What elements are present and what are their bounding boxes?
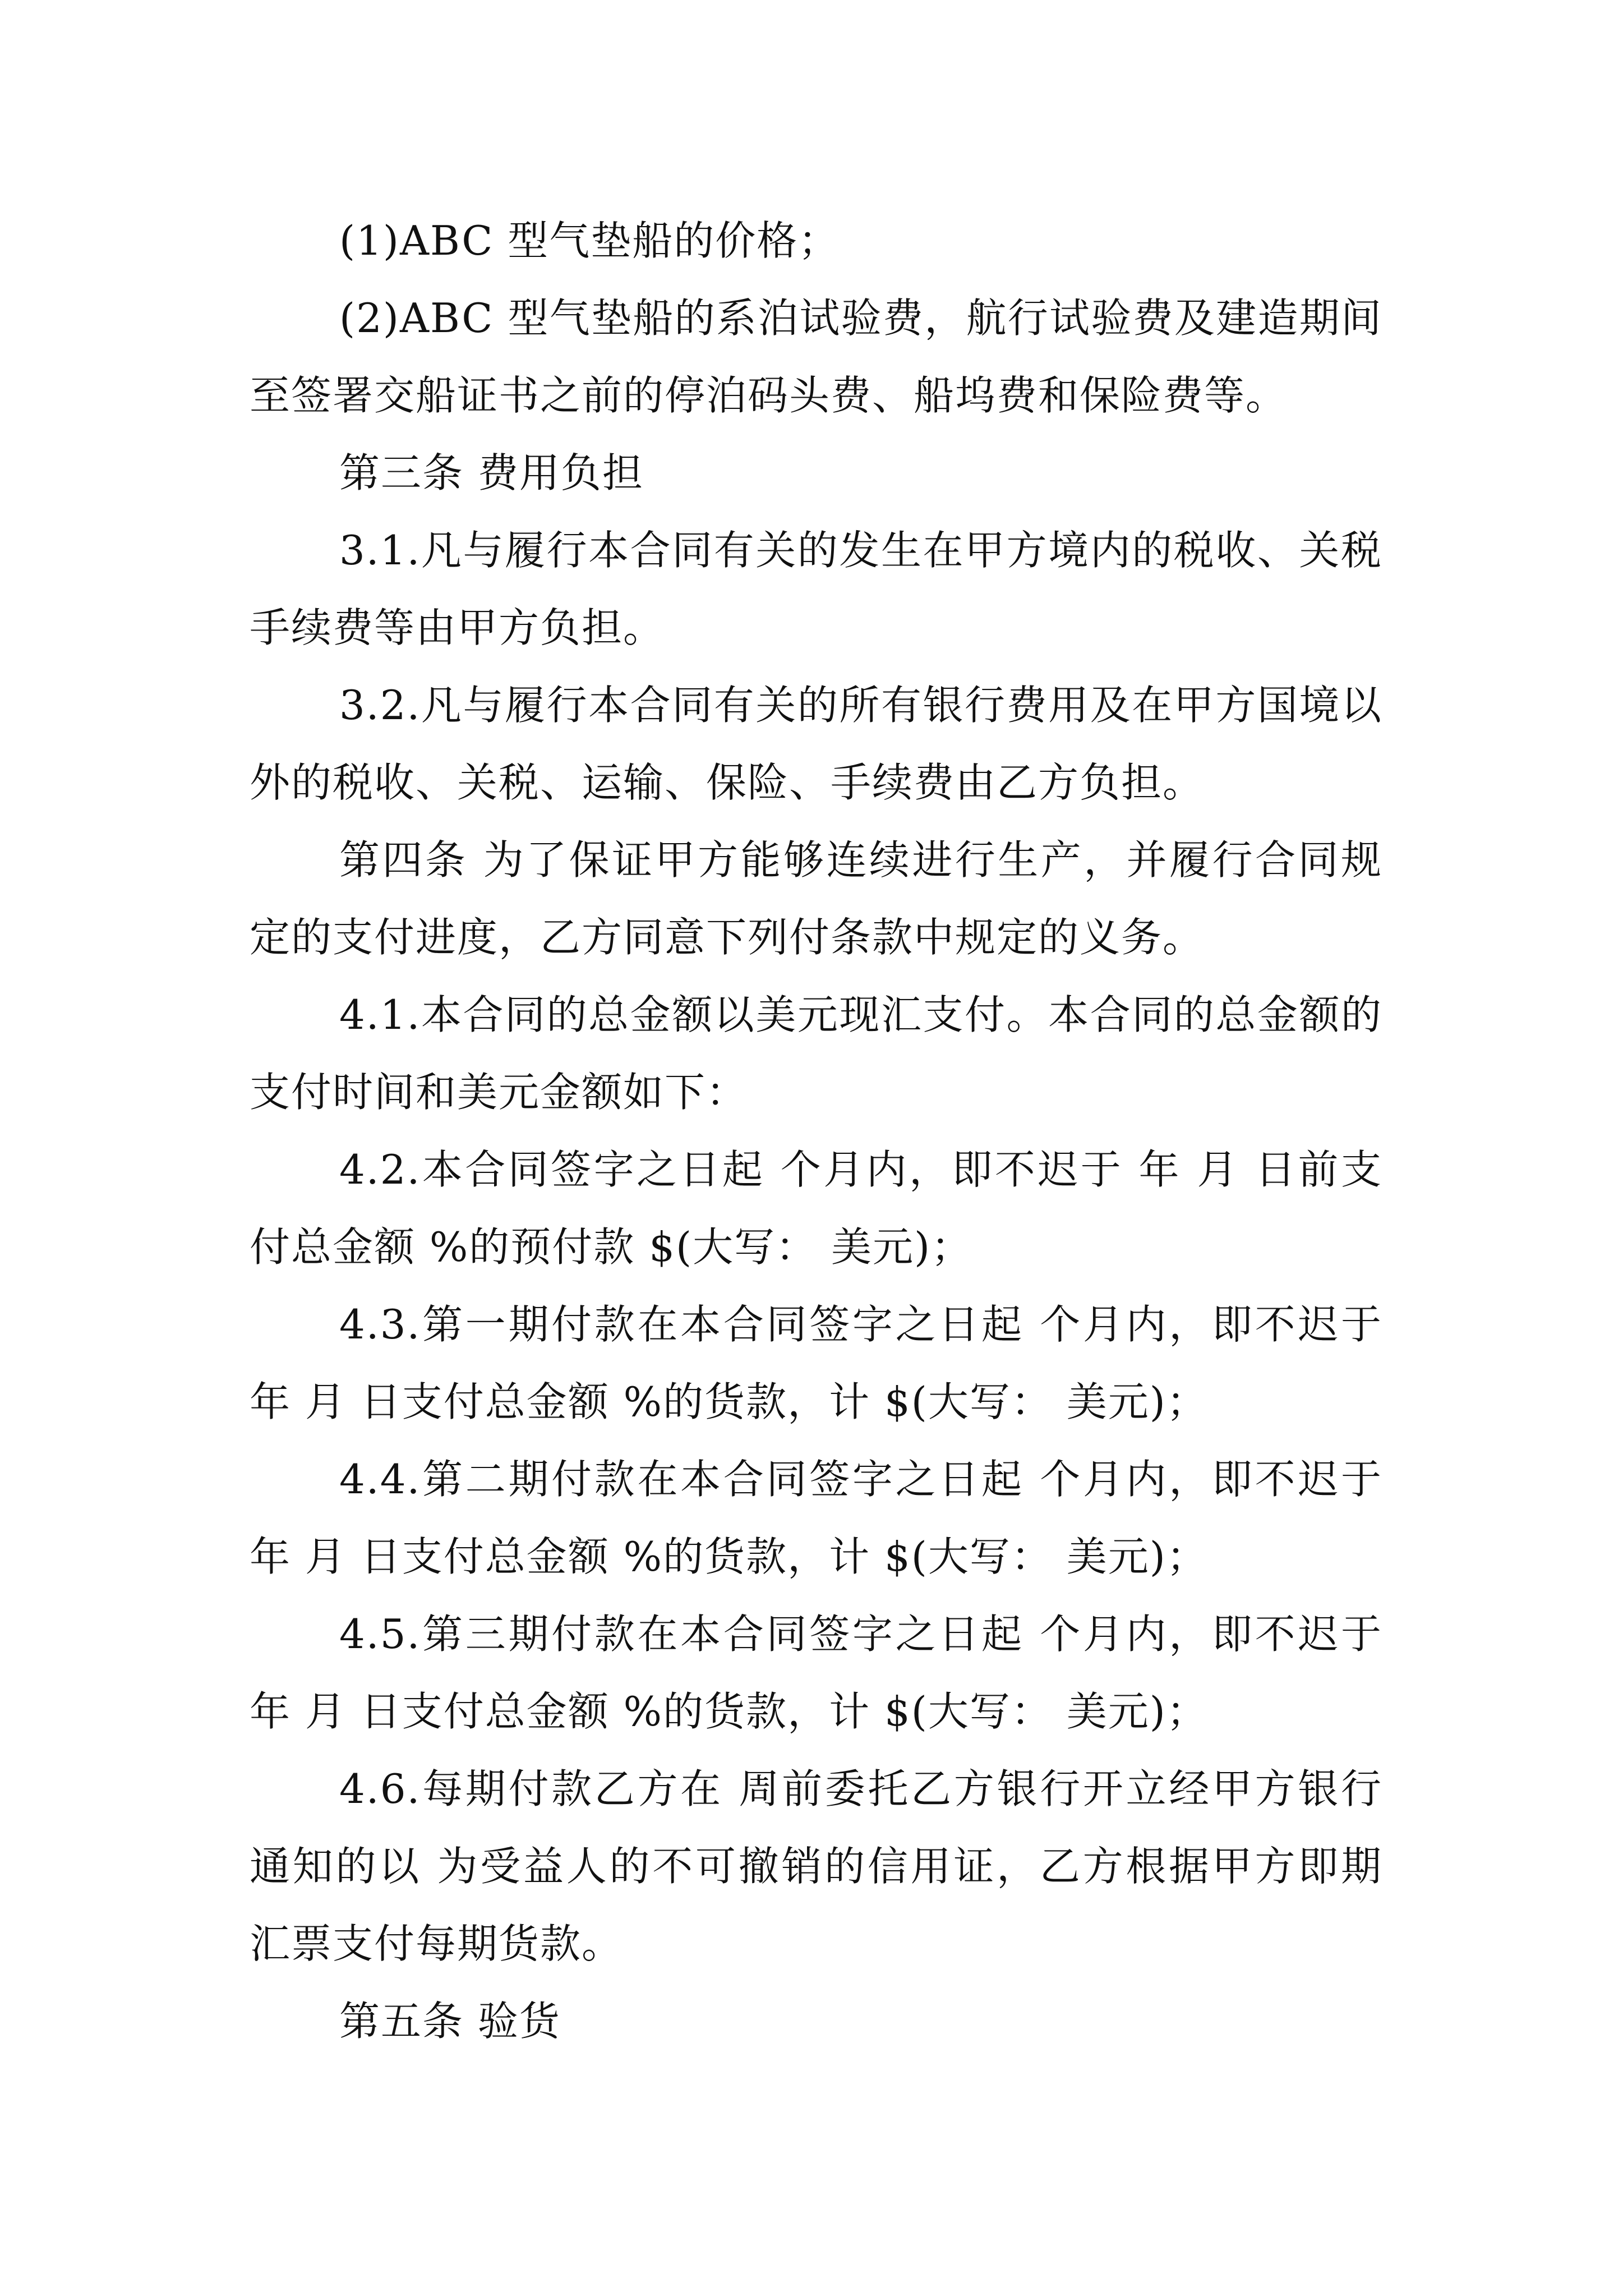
clause-4-6: 4.6.每期付款乙方在 周前委托乙方银行开立经甲方银行通知的以 为受益人的不可撤销的信用证，乙方根据甲方即期汇票支付每期货款。 bbox=[250, 1765, 1382, 1967]
article-5-heading: 第五条 验货 bbox=[339, 1998, 561, 2045]
clause-3-2: 3.2.凡与履行本合同有关的所有银行费用及在甲方国境以外的税收、关税、运输、保险、手续费由乙方负担。 bbox=[250, 682, 1382, 806]
article-4-heading: 第四条 为了保证甲方能够连续进行生产，并履行合同规定的支付进度，乙方同意下列付条款中规定的义务。 bbox=[250, 836, 1382, 961]
paragraph-item-1-price: (1)ABC 型气垫船的价格； bbox=[339, 217, 840, 264]
clause-4-3: 4.3.第一期付款在本合同签字之日起 个月内，即不迟于 年 月 日支付总金额 %的货款，计 $(大写： 美元)； bbox=[250, 1301, 1382, 1425]
clause-4-1: 4.1.本合同的总金额以美元现汇支付。本合同的总金额的支付时间和美元金额如下： bbox=[250, 991, 1382, 1116]
clause-3-1: 3.1.凡与履行本合同有关的发生在甲方境内的税收、关税手续费等由甲方负担。 bbox=[250, 527, 1382, 651]
paragraph-item-2-fees: (2)ABC 型气垫船的系泊试验费，航行试验费及建造期间至签署交船证书之前的停泊码头费、船坞费和保险费等。 bbox=[250, 295, 1382, 419]
clause-4-5: 4.5.第三期付款在本合同签字之日起 个月内，即不迟于 年 月 日支付总金额 %的货款，计 $(大写： 美元)； bbox=[250, 1611, 1382, 1735]
clause-4-4: 4.4.第二期付款在本合同签字之日起 个月内，即不迟于 年 月 日支付总金额 %的货款，计 $(大写： 美元)； bbox=[250, 1456, 1382, 1580]
document-body bbox=[250, 202, 1382, 2060]
clause-4-2: 4.2.本合同签字之日起 个月内，即不迟于 年 月 日前支付总金额 %的预付款 $(大写： 美元)； bbox=[250, 1146, 1382, 1271]
article-3-heading: 第三条 费用负担 bbox=[339, 449, 644, 496]
